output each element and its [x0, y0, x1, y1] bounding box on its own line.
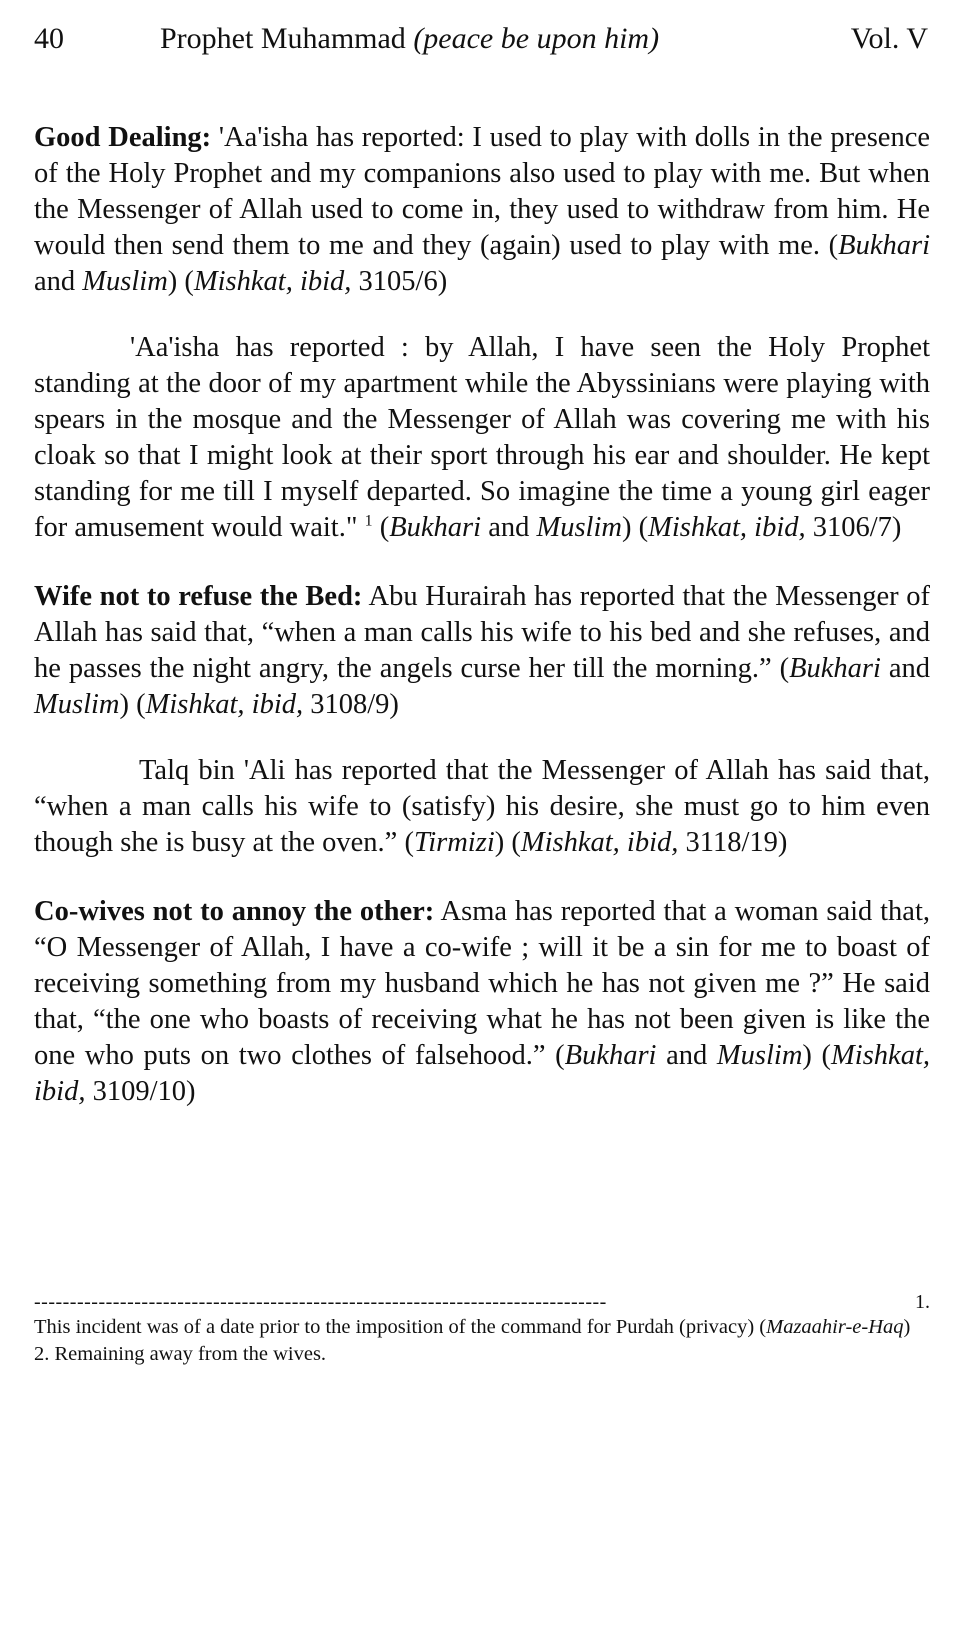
paragraph-text: 'Aa'isha has reported : by Allah, I have seen the Holy Prophet standing at the door of my apartment while the Abyssinians were playing with spears in the mosque and the Messenger of Allah was covering me with his cloak so that I might look at their sport through his ear and shoulder. He kept standing for me till I myself departed. So imagine the time a young girl eager for amusement would wait."	[34, 332, 930, 543]
reference: Mishkat, ibid,	[648, 512, 806, 543]
footnote-1	[34, 1314, 930, 1341]
footnote-divider: --------------------------------------------------------------------------------	[34, 1291, 607, 1313]
source-name: Muslim	[536, 512, 622, 543]
footnotes	[34, 1290, 930, 1368]
paragraph-good-dealing	[34, 120, 930, 300]
section-heading: Co-wives not to annoy the other:	[34, 896, 435, 927]
source-name: Muslim	[34, 689, 120, 720]
footnote-number: 1.	[915, 1291, 930, 1313]
paragraph-text: Talq bin 'Ali has reported that the Messenger of Allah has said that, “when a man calls his wife to (satisfy) his desire, she must go to him even though she is busy at the oven.” (	[34, 755, 930, 858]
volume-label: Vol. V	[850, 22, 928, 55]
paragraph-aaisha-spears	[34, 330, 930, 546]
reference-number: 3106/7)	[805, 512, 902, 543]
reference: Mishkat, ibid,	[145, 689, 304, 720]
paragraph-text: Abu Hurairah has reported that the Messenger of Allah has said that, “when a man calls his wife to his bed and she refuses, and he passes the night angry, the angels curse her till the morning.” (	[34, 581, 930, 684]
footnote-2: 2. Remaining away from the wives.	[34, 1343, 327, 1365]
running-title	[160, 22, 828, 56]
page-number: 40	[34, 22, 64, 55]
source-name: Muslim	[82, 266, 168, 297]
connector-text: ) (	[119, 689, 146, 720]
source-name: Bukhari	[789, 653, 881, 684]
section-heading: Good Dealing:	[34, 122, 212, 153]
paragraph-co-wives	[34, 894, 930, 1110]
connector-text: and	[481, 512, 537, 543]
footnote-source: Mazaahir-e-Haq	[766, 1316, 904, 1338]
page	[34, 22, 930, 1110]
running-title-main: Prophet Muhammad	[160, 22, 406, 55]
source-name: Bukhari	[389, 512, 482, 543]
paragraph-wife-bed	[34, 579, 930, 723]
connector-text: and	[34, 266, 83, 297]
section-heading: Wife not to refuse the Bed:	[34, 581, 363, 612]
connector-text: ) (	[494, 827, 521, 858]
footnote-close: )	[903, 1316, 911, 1338]
source-name: Bukhari	[838, 230, 930, 261]
running-title-paren: (peace be upon him)	[413, 22, 660, 55]
connector-text: and	[656, 1040, 717, 1071]
page-header	[34, 22, 930, 70]
source-name: Bukhari	[564, 1040, 657, 1071]
reference-number: 3118/19)	[678, 827, 788, 858]
connector-text: ) (	[802, 1040, 832, 1071]
reference-number: 3105/6)	[351, 266, 448, 297]
reference: Mishkat, ibid,	[34, 1040, 930, 1107]
footnote-text: This incident was of a date prior to the imposition of the command for Purdah (privacy) (	[34, 1316, 767, 1338]
connector-text: and	[880, 653, 930, 684]
paragraph-text: 'Aa'isha has reported: I used to play with dolls in the presence of the Holy Prophet and my companions also used to play with me. But when the Messenger of Allah used to come in, they used to withdraw from him. He would then send them to me and they (again) used to play with me. (	[34, 122, 930, 261]
reference: Mishkat, ibid,	[520, 827, 679, 858]
paragraph-text: Asma has reported that a woman said that, “O Messenger of Allah, I have a co-wife ; will it be a sin for me to boast of receiving something from my husband which he has not given me ?” He said that, “the one who boasts of receiving what he has not been given is like the one who puts on two clothes of falsehood.” (	[34, 896, 930, 1071]
reference-number: 3109/10)	[85, 1076, 196, 1107]
reference-number: 3108/9)	[303, 689, 399, 720]
connector-text: ) (	[167, 266, 194, 297]
source-name: Tirmizi	[413, 827, 495, 858]
reference: Mishkat, ibid,	[193, 266, 352, 297]
connector-text: (	[372, 512, 390, 543]
paragraph-talq-bin-ali	[34, 753, 930, 861]
source-name: Muslim	[716, 1040, 803, 1071]
footnote-marker: 1	[364, 512, 373, 530]
footnote-rule	[34, 1290, 930, 1314]
connector-text: ) (	[621, 512, 649, 543]
